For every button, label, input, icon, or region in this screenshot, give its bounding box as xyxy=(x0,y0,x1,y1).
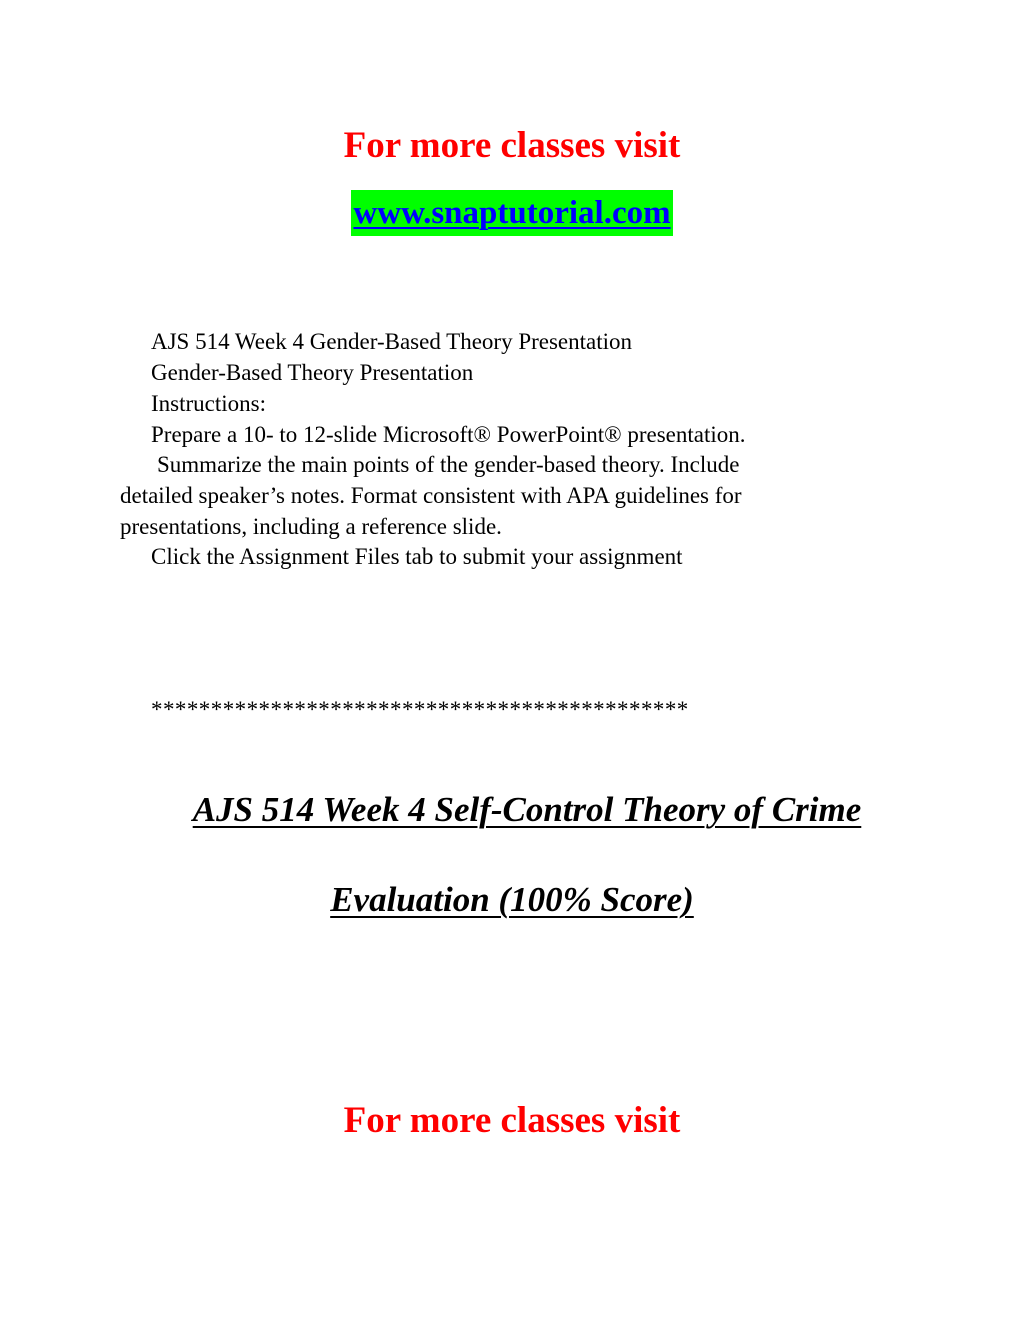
promo-heading-top: For more classes visit xyxy=(343,125,681,166)
instruction-submit: Click the Assignment Files tab to submit your assignment xyxy=(151,544,683,569)
instruction-summarize-line-1: Summarize the main points of the gender-based theory. Include xyxy=(157,452,740,477)
snaptutorial-link[interactable]: www.snaptutorial.com xyxy=(351,190,672,236)
site-link-container xyxy=(0,190,1024,236)
assignment-title: AJS 514 Week 4 Gender-Based Theory Presentation xyxy=(151,329,633,354)
assignment-subtitle: Gender-Based Theory Presentation xyxy=(151,360,474,385)
instruction-summarize-line-3: presentations, including a reference slide. xyxy=(120,514,502,539)
next-course-title-line-2: Evaluation (100% Score) xyxy=(330,880,694,919)
promo-heading-bottom: For more classes visit xyxy=(343,1100,681,1141)
instructions-label: Instructions: xyxy=(151,391,266,416)
next-course-title-line-1: AJS 514 Week 4 Self-Control Theory of Crime xyxy=(192,790,862,829)
asterisk-separator: ********************************************* xyxy=(151,697,689,722)
instruction-prepare: Prepare a 10- to 12-slide Microsoft® PowerPoint® presentation. xyxy=(151,422,746,447)
instruction-summarize-line-2: detailed speaker’s notes. Format consistent with APA guidelines for xyxy=(120,483,742,508)
